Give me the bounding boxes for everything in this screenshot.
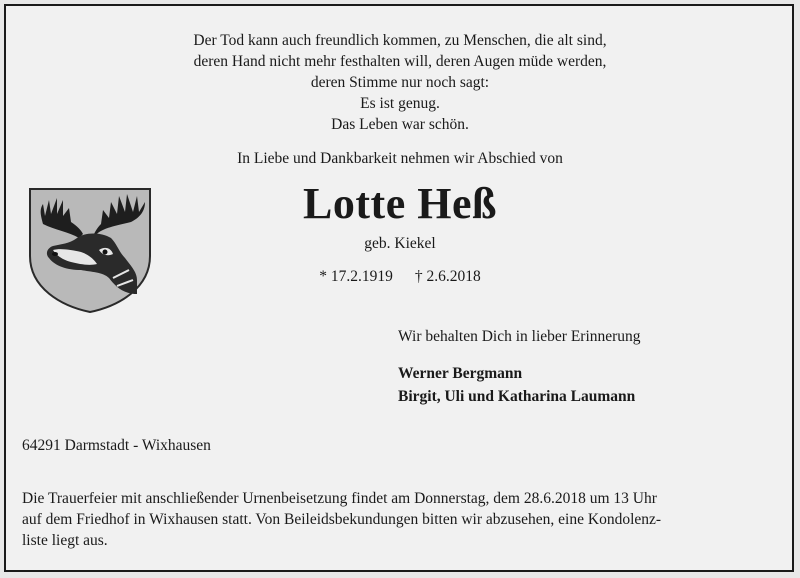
poem-line: deren Hand nicht mehr festhalten will, deren Augen müde werden,: [193, 53, 607, 70]
birth-name: geb. Kiekel: [364, 235, 436, 252]
mourner-name: Birgit, Uli und Katharina Laumann: [398, 388, 636, 405]
funeral-notice-line: Die Trauerfeier mit anschließender Urnenbeisetzung findet am Donnerstag, dem 28.6.2018 um 13 Uhr: [22, 490, 657, 507]
farewell-intro: In Liebe und Dankbarkeit nehmen wir Abschied von: [237, 150, 563, 167]
deceased-name: Lotte Heß: [303, 179, 497, 228]
poem: [0, 30, 800, 135]
poem-line: deren Stimme nur noch sagt:: [310, 74, 490, 91]
funeral-notice-line: liste liegt aus.: [22, 532, 108, 549]
life-dates: [0, 268, 800, 286]
funeral-notice-line: auf dem Friedhof in Wixhausen statt. Von Beileidsbekundungen bitten wir abzusehen, eine Kondolenz-: [22, 511, 662, 528]
poem-line: Der Tod kann auch freundlich kommen, zu Menschen, die alt sind,: [193, 32, 607, 49]
mourners-list: [398, 362, 635, 408]
death-date: † 2.6.2018: [414, 268, 481, 285]
funeral-notice: [22, 488, 782, 551]
remembrance-line: Wir behalten Dich in lieber Erinnerung: [398, 328, 641, 345]
birth-date: * 17.2.1919: [319, 268, 393, 285]
poem-line: Das Leben war schön.: [331, 116, 469, 133]
place-line: 64291 Darmstadt - Wixhausen: [22, 437, 211, 454]
poem-line: Es ist genug.: [360, 95, 440, 112]
mourner-name: Werner Bergmann: [398, 365, 523, 382]
